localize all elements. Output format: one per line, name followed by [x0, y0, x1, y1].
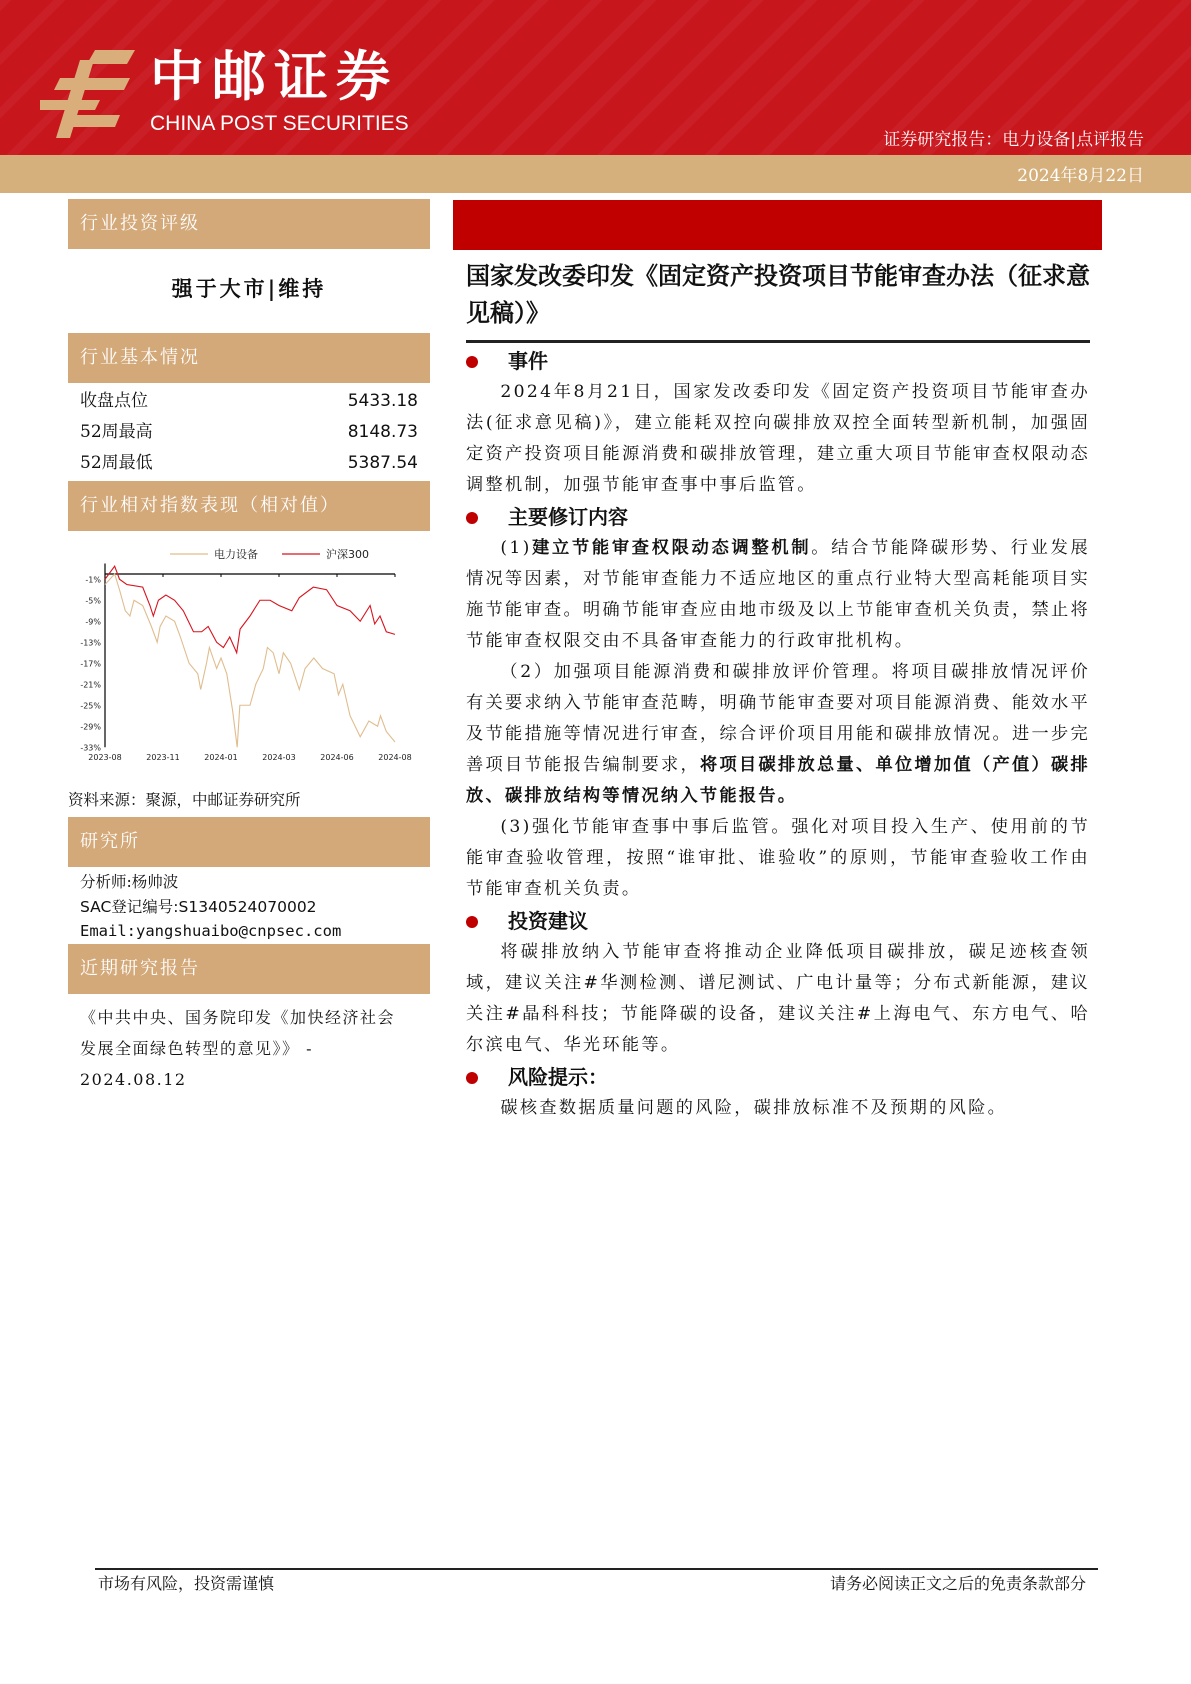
basics-value: 8148.73 [347, 422, 418, 442]
series-line-hs300 [105, 566, 395, 653]
bullet-icon [466, 512, 478, 524]
basics-value: 5433.18 [347, 391, 418, 411]
basics-heading: 行业基本情况 [68, 333, 430, 383]
basics-label: 52周最低 [80, 453, 153, 473]
paragraph [466, 533, 1090, 657]
x-tick-label: 2024-08 [378, 753, 412, 762]
item-number: （2） [500, 662, 554, 682]
report-title: 国家发改委印发《固定资产投资项目节能审查办法（征求意见稿）》 [466, 262, 1090, 327]
main-column [466, 258, 1096, 1124]
bold-text: 将项目碳排放总量、单位增加值（产值）碳排放、碳排放结构等情况纳入节能报告。 [466, 755, 1090, 806]
legend-label: 沪深300 [326, 548, 369, 561]
y-tick-label: -17% [80, 659, 101, 669]
section-heading-text: 主要修订内容 [508, 505, 628, 529]
title-rule [466, 340, 1090, 343]
industry-rating: 强于大市|维持 [171, 276, 327, 301]
header-band [0, 155, 1191, 193]
china-post-logo-icon [40, 50, 135, 140]
brand-name-en: CHINA POST SECURITIES [150, 112, 409, 135]
basics-row [80, 421, 418, 443]
relative-index-chart [60, 530, 440, 770]
sac-number: SAC登记编号:S1340524070002 [80, 898, 317, 916]
basics-row [80, 390, 418, 412]
chart-heading: 行业相对指数表现（相对值） [68, 481, 430, 531]
report-date: 2024年8月22日 [1017, 166, 1144, 186]
paragraph-text: 。结合节能降碳形势、行业发展情况等因素，对节能审查能力不适应地区的重点行业特大型高耗能项目实施节能审查。明确节能审查应由地市级及以上节能审查机关负责，禁止将节能审查权限交由不具备审查能力的行政审批机构。 [466, 538, 1091, 651]
analyst-name: 分析师:杨帅波 [80, 873, 179, 891]
bold-text: 建立节能审查权限动态调整机制 [531, 538, 812, 558]
section-heading [466, 905, 1090, 937]
title-bar [453, 200, 1102, 250]
y-tick-label: -1% [85, 575, 101, 585]
item-number: (1) [500, 538, 532, 558]
basics-label: 52周最高 [80, 422, 153, 442]
bullet-icon [466, 916, 478, 928]
basics-label: 收盘点位 [80, 391, 148, 411]
brand-name-cn: 中邮证券 [150, 45, 398, 108]
x-tick-label: 2023-08 [88, 753, 122, 762]
series-line-power-equipment [105, 574, 395, 747]
recent-report-link[interactable]: 《中共中央、国务院印发《加快经济社会发展全面绿色转型的意见》》 - 2024.08.12 [80, 1008, 396, 1089]
basics-row [80, 452, 418, 474]
bullet-icon [466, 1072, 478, 1084]
paragraph: 将碳排放纳入节能审查将推动企业降低项目碳排放，碳足迹核查领域，建议关注#华测检测、谱尼测试、广电计量等；分布式新能源，建议关注#晶科科技；节能降碳的设备，建议关注#上海电气、东方电气、哈尔滨电气、华光环能等。 [466, 942, 1090, 1055]
y-tick-label: -21% [80, 680, 101, 690]
report-type: 证券研究报告：电力设备|点评报告 [883, 130, 1144, 150]
y-tick-label: -29% [80, 722, 101, 732]
legend-label: 电力设备 [214, 548, 258, 561]
paragraph: 2024年8月21日，国家发改委印发《固定资产投资项目节能审查办法(征求意见稿)》，建立能耗双控向碳排放双控全面转型新机制，加强固定资产投资项目能源消费和碳排放管理，建立重大项目节能审查权限动态调整机制，加强节能审查事中事后监管。 [466, 382, 1090, 495]
report-body [466, 345, 1090, 1124]
rating-heading: 行业投资评级 [68, 199, 430, 249]
x-tick-label: 2024-01 [204, 753, 238, 762]
section-heading [466, 501, 1090, 533]
section-heading-text: 事件 [508, 349, 548, 373]
y-tick-label: -13% [80, 638, 101, 648]
x-tick-label: 2024-03 [262, 753, 296, 762]
footer-risk-note: 市场有风险，投资需谨慎 [98, 1574, 275, 1593]
x-tick-label: 2024-06 [320, 753, 354, 762]
section-heading-text: 风险提示： [508, 1065, 608, 1089]
paragraph [466, 812, 1090, 905]
bullet-icon [466, 356, 478, 368]
chart-source: 资料来源：聚源，中邮证券研究所 [68, 791, 301, 809]
analyst-email[interactable]: Email:yangshuaibo@cnpsec.com [80, 922, 342, 940]
y-tick-label: -33% [80, 743, 101, 753]
paragraph [466, 657, 1090, 812]
item-number: (3) [500, 817, 532, 837]
section-heading [466, 1061, 1090, 1093]
paragraph: 碳核查数据质量问题的风险，碳排放标准不及预期的风险。 [500, 1098, 1008, 1118]
basics-value: 5387.54 [347, 453, 418, 473]
paragraph-text: 强化节能审查事中事后监管。强化对项目投入生产、使用前的节能审查验收管理，按照“谁审批、谁验收”的原则，节能审查验收工作由节能审查机关负责。 [466, 817, 1090, 899]
research-heading: 研究所 [68, 817, 430, 867]
section-heading-text: 投资建议 [508, 909, 588, 933]
footer-disclaimer-note: 请务必阅读正文之后的免责条款部分 [829, 1574, 1086, 1593]
section-heading [466, 345, 1090, 377]
recent-heading: 近期研究报告 [68, 944, 430, 994]
paragraph-text: 加强项目能源消费和碳排放评价管理。将项目碳排放情况评价有关要求纳入节能审查范畴，明确节能审查要对项目能源消费、能效水平及节能措施等情况进行审查，综合评价项目用能和碳排放情况。进一步完善项目节能报告编制要求， [466, 662, 1090, 775]
x-tick-label: 2023-11 [146, 753, 180, 762]
y-tick-label: -5% [85, 596, 101, 606]
y-tick-label: -25% [80, 701, 101, 711]
footer-rule [95, 1568, 1098, 1570]
y-tick-label: -9% [85, 617, 101, 627]
